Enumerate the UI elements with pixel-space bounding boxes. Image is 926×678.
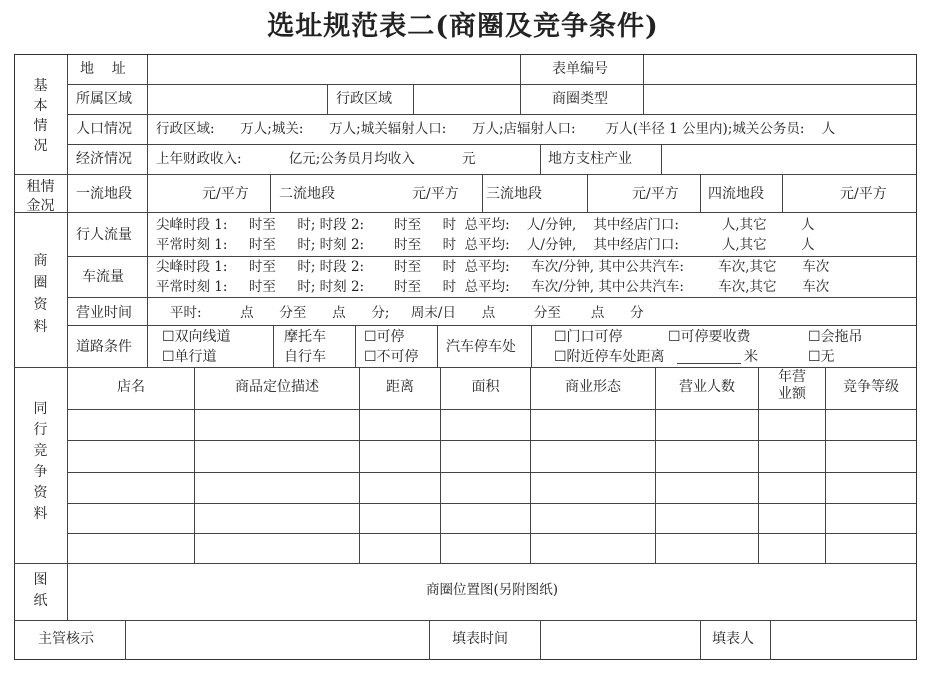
peer-header-name: 店名	[117, 379, 145, 395]
peer-header-desc: 商品定位描述	[235, 379, 319, 395]
section-peer: 同 行 竞 争 资 料	[33, 401, 48, 522]
rent-l2-label: 二流地段	[279, 186, 335, 202]
rent-u1: 元/平方	[202, 186, 249, 202]
filler-field[interactable]	[771, 622, 916, 658]
fill-time-label: 填表时间	[452, 631, 508, 647]
admin-area-field[interactable]	[414, 85, 520, 113]
grid-line-h	[14, 174, 916, 175]
fill-time-field[interactable]	[541, 622, 699, 658]
grid-line-v	[655, 367, 656, 563]
grid-line-v	[147, 174, 148, 212]
area-field[interactable]	[148, 85, 326, 113]
grid-line-v	[520, 84, 521, 114]
form-no-field[interactable]	[644, 56, 916, 83]
economy-label: 经济情况	[76, 151, 132, 167]
grid-line-h	[14, 620, 916, 621]
grid-line-h	[67, 114, 916, 115]
population-text: 行政区域: 万人;城关: 万人;城关辐射人口: 万人;店辐射人口: 万人(半径 1 公里内);城关公务员: 人	[156, 121, 836, 137]
grid-line-v	[531, 325, 532, 367]
supervisor-label: 主管核示	[38, 631, 94, 647]
section-map: 图 纸	[33, 572, 48, 609]
park-none-checkbox[interactable]: ☐无	[808, 349, 835, 365]
supervisor-field[interactable]	[126, 622, 428, 658]
park-distance-unit: 米	[744, 349, 758, 365]
grid-line-v	[587, 174, 588, 212]
bicycle-label: 自行车	[284, 349, 326, 365]
park-tow-checkbox[interactable]: ☐会拖吊	[808, 329, 863, 345]
car-line-2: 平常时刻 1: 时至 时; 时刻 2: 时至 时 总平均: 车次/分钟, 其中公共汽车: 车次,其它 车次	[156, 279, 830, 295]
rent-l3-label: 三流地段	[486, 186, 542, 202]
peer-header-format: 商业形态	[565, 379, 621, 395]
grid-line-h	[14, 367, 916, 368]
trade-type-label: 商圈类型	[552, 91, 608, 107]
peer-header-level: 竞争等级	[843, 379, 899, 395]
car-label: 车流量	[82, 269, 124, 285]
rent-l4-label: 四流地段	[708, 186, 764, 202]
area-label: 所属区域	[76, 91, 132, 107]
park-fee-checkbox[interactable]: ☐可停要收费	[668, 329, 751, 345]
peer-header-revenue: 年营 业额	[778, 369, 806, 402]
section-rent: 租情 金况	[26, 179, 55, 214]
grid-line-v	[437, 325, 438, 367]
stop-not-allowed-checkbox[interactable]: ☐不可停	[364, 349, 419, 365]
trade-type-field[interactable]	[644, 85, 916, 113]
address-field[interactable]	[148, 56, 520, 83]
grid-line-v	[520, 55, 521, 84]
grid-line-v	[482, 174, 483, 212]
ped-line-2: 平常时刻 1: 时至 时; 时刻 2: 时至 时 总平均: 人/分钟, 其中经店门口: 人,其它 人	[156, 237, 815, 253]
rent-u4: 元/平方	[840, 186, 887, 202]
grid-line-h	[67, 325, 916, 326]
grid-line-v	[147, 212, 148, 367]
grid-line-v	[429, 620, 430, 660]
road-two-way-checkbox[interactable]: ☐双向线道	[162, 329, 231, 345]
peer-header-area: 面积	[471, 379, 500, 395]
rent-u2: 元/平方	[412, 186, 459, 202]
admin-area-label: 行政区域	[336, 91, 392, 107]
grid-line-v	[540, 144, 541, 174]
stop-allowed-checkbox[interactable]: ☐可停	[364, 329, 405, 345]
car-line-1: 尖峰时段 1: 时至 时; 时段 2: 时至 时 总平均: 车次/分钟, 其中公共汽车: 车次,其它 车次	[156, 259, 830, 275]
park-distance-blank[interactable]	[677, 349, 741, 364]
form-no-label: 表单编号	[552, 61, 608, 77]
rent-l1-label: 一流地段	[76, 186, 132, 202]
grid-line-v	[270, 174, 271, 212]
road-one-way-checkbox[interactable]: ☐单行道	[162, 349, 217, 365]
section-trade: 商 圈 资 料	[33, 253, 48, 335]
grid-line-h	[67, 297, 916, 298]
filler-label: 填表人	[712, 631, 754, 647]
road-label: 道路条件	[76, 339, 132, 355]
grid-line-v	[700, 620, 701, 660]
ped-label: 行人流量	[76, 227, 132, 243]
pillar-label: 地方支柱产业	[548, 151, 632, 167]
grid-line-h	[14, 212, 916, 213]
park-door-checkbox[interactable]: ☐门口可停	[554, 329, 623, 345]
peer-header-staff: 营业人数	[679, 379, 735, 395]
grid-line-v	[825, 367, 826, 563]
grid-line-v	[359, 367, 360, 563]
grid-line-v	[782, 174, 783, 212]
motorcycle-label: 摩托车	[284, 329, 326, 345]
grid-line-v	[327, 84, 328, 114]
grid-line-v	[440, 367, 441, 563]
economy-text: 上年财政收入: 亿元;公务员月均收入 元	[156, 151, 476, 167]
map-text: 商圈位置图(另附图纸)	[425, 582, 559, 598]
grid-line-h	[14, 563, 916, 564]
grid-line-v	[194, 367, 195, 563]
grid-line-v	[355, 325, 356, 367]
peer-header-distance: 距离	[386, 379, 414, 395]
pillar-field[interactable]	[662, 145, 916, 173]
page-title: 选址规范表二(商圈及竞争条件)	[267, 11, 659, 42]
grid-line-v	[67, 55, 68, 620]
hours-label: 营业时间	[76, 305, 132, 321]
grid-line-v	[530, 367, 531, 563]
grid-line-h	[67, 256, 916, 257]
address-label: 地 址	[80, 61, 126, 77]
section-basic: 基 本 情 况	[33, 78, 48, 154]
grid-line-v	[700, 174, 701, 212]
population-label: 人口情况	[76, 121, 132, 137]
park-nearby-checkbox[interactable]: ☐附近停车处距离	[554, 349, 665, 365]
rent-u3: 元/平方	[632, 186, 679, 202]
ped-line-1: 尖峰时段 1: 时至 时; 时段 2: 时至 时 总平均: 人/分钟, 其中经店门口: 人,其它 人	[156, 217, 815, 233]
hours-text: 平时: 点 分至 点 分; 周末/日 点 分至 点 分	[170, 305, 644, 321]
grid-line-v	[273, 325, 274, 367]
parking-label: 汽车停车处	[446, 339, 516, 355]
